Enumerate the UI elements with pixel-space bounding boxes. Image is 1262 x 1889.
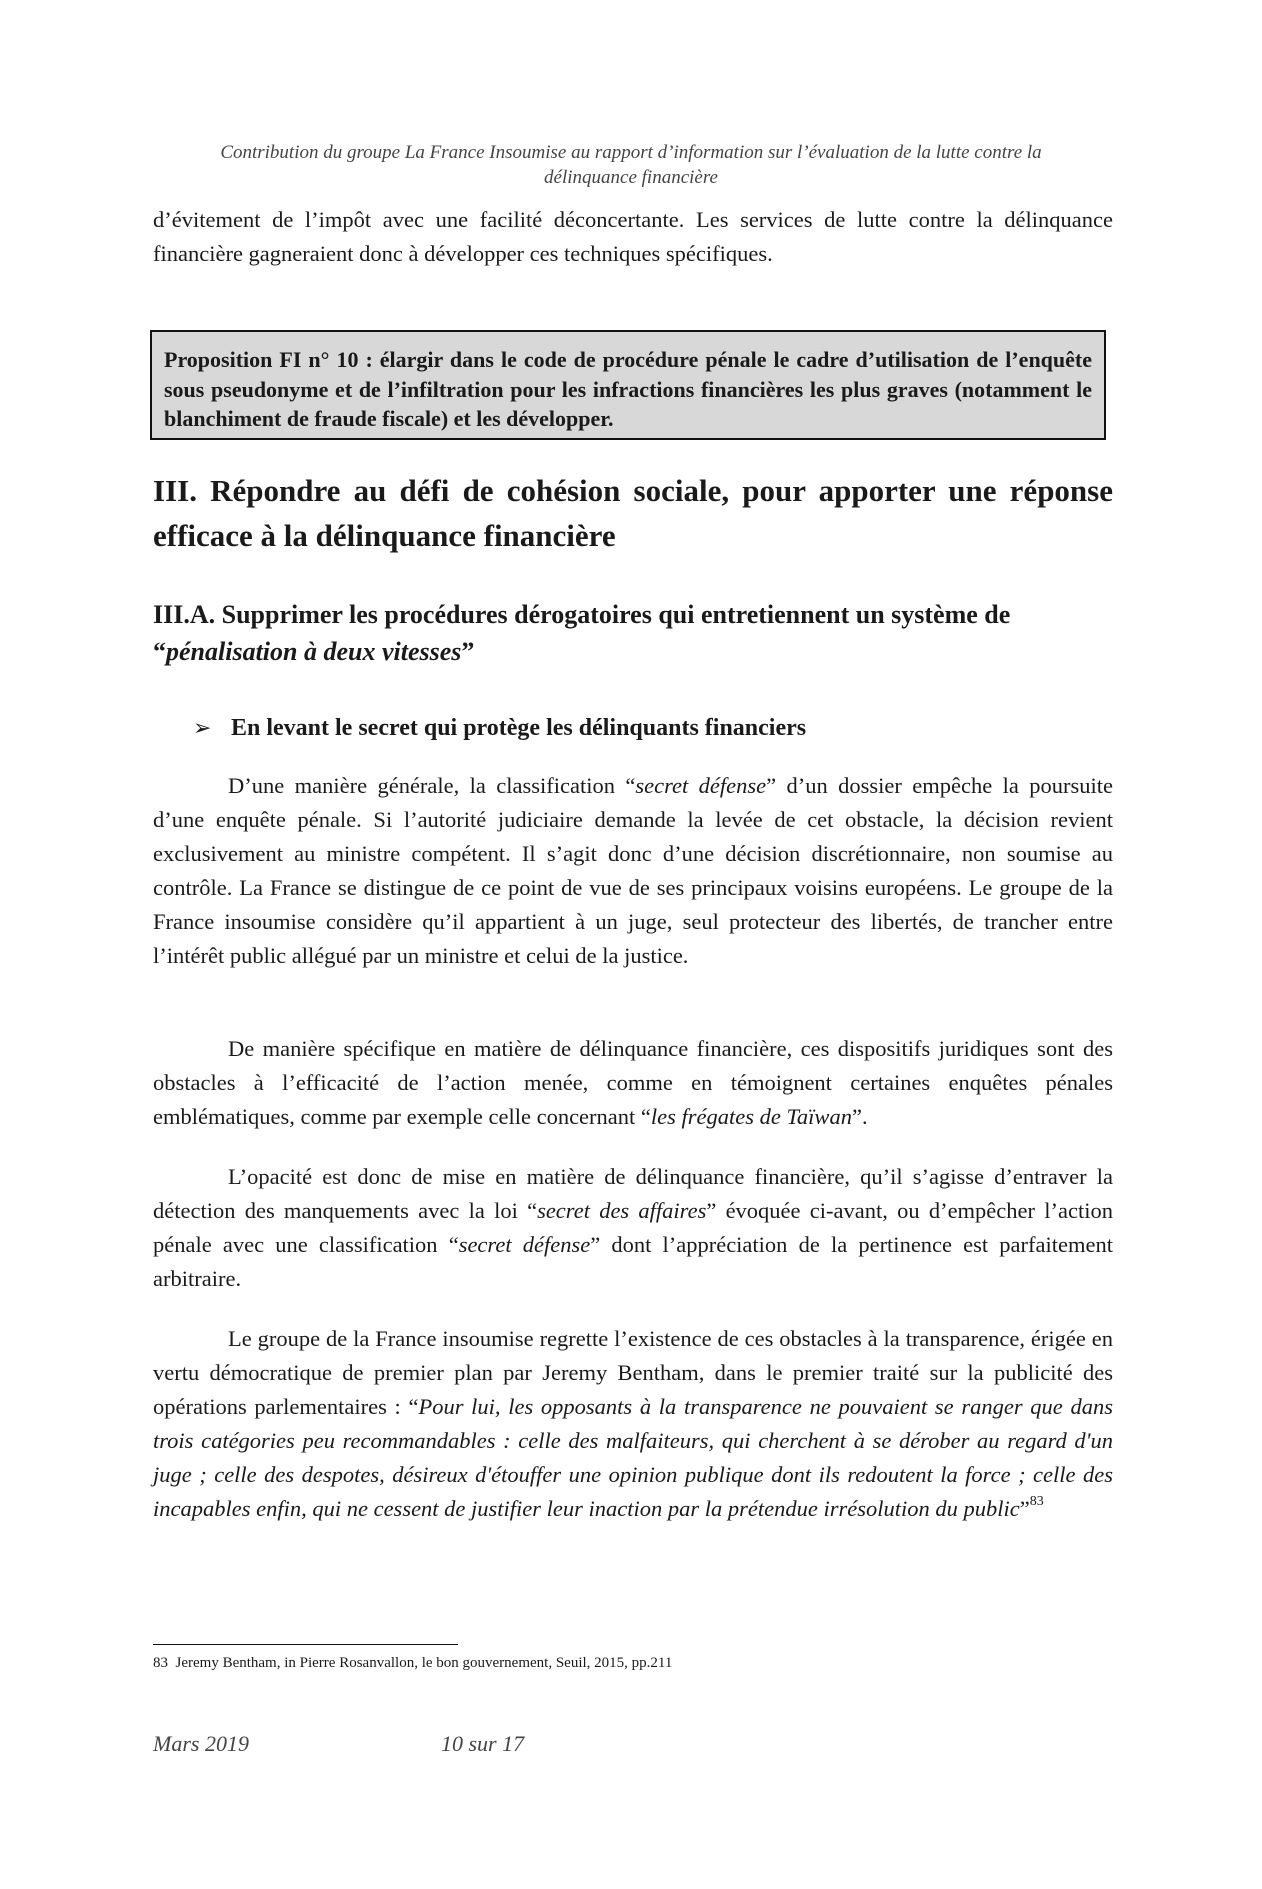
paragraph-2-italic: secret défense: [635, 773, 767, 798]
paragraph-4-part-a: L’opacité est donc de mise en matière de délinquance financière, qu’il s’agisse d’entraver la détection des manquements avec la loi “: [153, 1164, 1113, 1223]
footnote-divider: [153, 1644, 458, 1645]
paragraph-3-italic: les frégates de Taïwan: [650, 1104, 852, 1129]
paragraph-4-text: [153, 1160, 1113, 1296]
paragraph-4-italic-2: secret défense: [458, 1232, 591, 1257]
paragraph-4-part-b: ” évoquée ci-avant, ou d’empêcher l’action pénale avec une classification “: [153, 1198, 1113, 1257]
paragraph-5-part-a: Le groupe de la France insoumise regrette l’existence de ces obstacles à la transparence, érigée en vertu démocratique de premier plan par Jeremy Bentham, dans le premier traité sur la publicité des opérations parlementaires : “: [153, 1326, 1113, 1419]
paragraph-4-italic-1: secret des affaires: [537, 1198, 707, 1223]
arrow-bullet-icon: ➢: [193, 716, 212, 741]
footer-page-number: 10 sur 17: [441, 1731, 525, 1756]
subsection-heading: [153, 596, 1113, 670]
paragraph-opacity: [153, 1160, 1113, 1296]
bullet-heading: [193, 711, 806, 746]
proposition-box: [150, 330, 1106, 440]
running-header: [150, 140, 1112, 190]
footnote-number: 83: [153, 1655, 168, 1671]
paragraph-5-text: [153, 1322, 1113, 1526]
subsection-heading-suffix: ”: [461, 637, 475, 666]
intro-paragraph: [153, 203, 1113, 271]
subsection-heading-prefix: III.A. Supprimer les procédures dérogatoires qui entretiennent un système de “: [153, 600, 1011, 666]
paragraph-3-text: [153, 1032, 1113, 1134]
footer-date: Mars 2019: [153, 1731, 249, 1756]
header-line-2: délinquance financière: [544, 167, 718, 188]
intro-paragraph-text: d’évitement de l’impôt avec une facilité déconcertante. Les services de lutte contre la délinquance financière gagneraient donc à développer ces techniques spécifiques.: [153, 207, 1113, 266]
bullet-heading-text: En levant le secret qui protège les délinquants financiers: [231, 715, 807, 741]
proposition-text: Proposition FI n° 10 : élargir dans le code de procédure pénale le cadre d’utilisation de l’enquête sous pseudonyme et de l’infiltration pour les infractions financières les plus graves (notamment le blanchiment de fraude fiscale) et les développer.: [164, 347, 1092, 431]
footnote: [153, 1653, 672, 1673]
paragraph-2-part-a: D’une manière générale, la classification “: [228, 773, 636, 798]
paragraph-specific: [153, 1032, 1113, 1134]
paragraph-4-part-c: ” dont l’appréciation de la pertinence est parfaitement arbitraire.: [153, 1232, 1113, 1291]
paragraph-3-part-a: De manière spécifique en matière de délinquance financière, ces dispositifs juridiques sont des obstacles à l’efficacité de l’action menée, comme en témoignent certaines enquêtes pénales emblématiques, comme par exemple celle concernant “: [153, 1036, 1113, 1129]
paragraph-5-closing-quote: ”: [1019, 1496, 1030, 1521]
footnote-text: Jeremy Bentham, in Pierre Rosanvallon, le bon gouvernement, Seuil, 2015, pp.211: [175, 1655, 673, 1671]
paragraph-2-part-b: ” d’un dossier empêche la poursuite d’une enquête pénale. Si l’autorité judiciaire demande la levée de cet obstacle, la décision revient exclusivement au ministre compétent. Il s’agit donc d’une décision discrétionnaire, non soumise au contrôle. La France se distingue de ce point de vue de ses principaux voisins européens. Le groupe de la France insoumise considère qu’il appartient à un juge, seul protecteur des libertés, de trancher entre l’intérêt public allégué par un ministre et celui de la justice.: [153, 773, 1113, 968]
paragraph-3-part-b: ”.: [851, 1104, 868, 1129]
paragraph-5-quote: Pour lui, les opposants à la transparence ne pouvaient se ranger que dans trois catégories peu recommandables : celle des malfaiteurs, qui cherchent à se dérober au regard d'un juge ; celle des despotes, désireux d'étouffer une opinion publique dont ils redoutent la force ; celle des incapables enfin, qui ne cessent de justifier leur inaction par la prétendue irrésolution du public: [153, 1394, 1113, 1521]
footnote-reference[interactable]: 83: [1029, 1494, 1044, 1509]
header-line-1: Contribution du groupe La France Insoumise au rapport d’information sur l’évaluation de la lutte contre la: [220, 142, 1042, 163]
paragraph-secret-defense: [153, 769, 1113, 973]
paragraph-bentham: [153, 1322, 1113, 1526]
section-heading: III. Répondre au défi de cohésion sociale, pour apporter une réponse efficace à la délinquance financière: [153, 473, 1113, 553]
subsection-heading-italic: pénalisation à deux vitesses: [166, 637, 462, 666]
paragraph-2-text: [153, 769, 1113, 973]
